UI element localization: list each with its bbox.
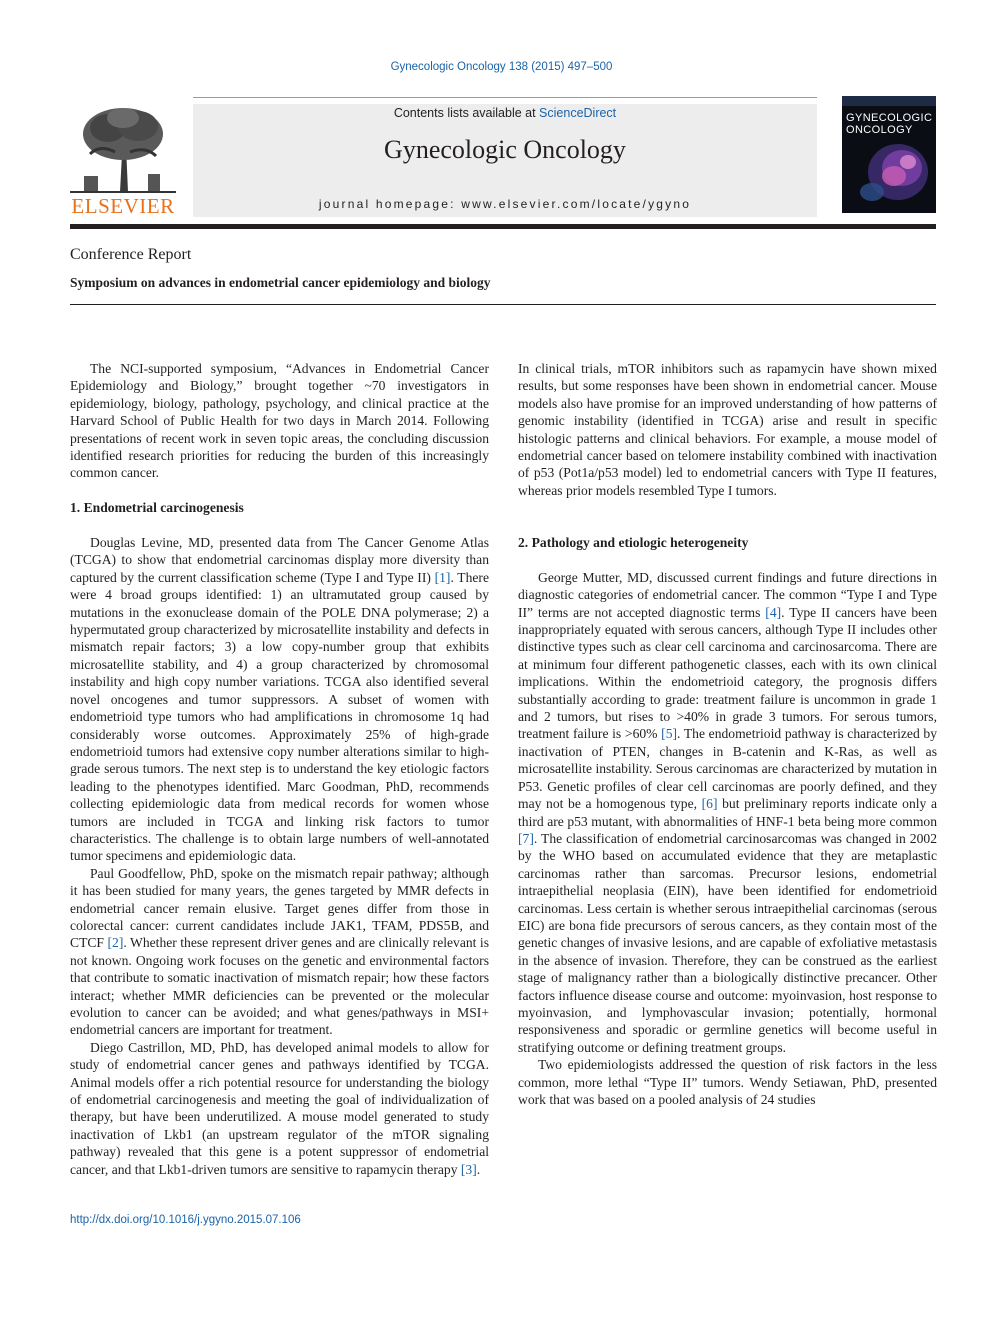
reference-link-2[interactable]: [2] [107,935,124,951]
text-span: an [683,395,700,411]
text-span: . The endometrioid pathway is characterized by inactivation of PTEN, changes in B-catenin and K-Ras, as well as microsatellite instability. Serous carcinomas are characterized by mutation in P53. Genetic profiles of clear cell carcinomas are poorly defined, and they may not be a homogenous type, [518,726,938,812]
text-span: instability [729,448,788,464]
text-span: Mouse [899,378,937,394]
text-span: as [749,361,767,376]
text-span: Type [845,465,877,481]
homepage-prefix: journal homepage: [318,197,462,211]
journal-name: Gynecologic Oncology [384,135,626,164]
text-span: mouse [845,430,887,446]
reference-link-6[interactable]: [6] [701,796,718,812]
text-span: . [476,1161,481,1177]
text-span: with [844,448,873,464]
body-column-left [70,360,489,1178]
section-1-paragraph-2 [70,865,489,1039]
text-span: tumors. [735,482,777,498]
text-span: For [756,430,781,446]
cover-title [846,112,934,136]
text-span: endometrial [702,465,772,481]
text-span: histologic [518,430,577,446]
section-2-heading: 2. Pathology and etiologic heterogeneity [518,535,749,551]
text-span: for [663,395,684,411]
text-span: . Whether these represent driver genes and are clinically relevant is not known. Ongoing work focuses on the genetic and environmental factors that contribute to somatic inactivation of mismatch repair; how these factors interact; whether MMR deficiencies can be prevented or the molecular evolution to cancer can be avoided; and what genes/pathways in MSI+ endometrial cancers are important for treatment. [70,935,489,1038]
text-span: mixed [903,361,937,376]
journal-banner [193,104,817,217]
header-thick-rule [70,224,936,229]
text-span: patterns [878,395,926,411]
text-span: I [727,482,736,498]
text-span: how [851,395,879,411]
text-span: (identified [637,413,703,429]
text-span: shown [733,378,774,394]
text-span: genomic [518,413,574,429]
text-span: such [718,361,750,376]
text-span: model [886,430,926,446]
text-span: of [925,430,938,446]
text-span: led [666,465,688,481]
text-span: but [561,378,584,394]
text-span: TCGA) [722,413,773,429]
text-span: inhibitors [660,361,719,376]
text-span: prior [565,482,596,498]
text-span: in [875,413,895,429]
section-1-paragraph-1 [70,534,489,865]
cover-title-line2: ONCOLOGY [846,124,913,136]
text-span: . The classification of endometrial carcinosarcomas was changed in 2002 by the WHO based on accumulated evidence that they are metaplastic carcinomas rather than sarcomas. Precursor lesions, endometrial intraepithelial neoplasia (EIN), have been identified for endometrioid carcinomas. Less certain is whether serous intraepithelial carcinomas (serous EIC) are bona fide precursors of serous cancers, as they contain most of the genetic changes of invasive lesions, and are capable of exfoliative metastasis in the absence of invasion. Therefore, they can be construed as the earliest stage of malignancy rather than a biologically distinctive precancer. Other factors influence disease course and outcome: myoinvasion, host response to myoinvasion, and lymphovascular invasion; potentially, hormonal responsiveness and sporadic or germline genetics will become useful in stratifying outcome or defining treatment groups. [518,830,937,1055]
text-span: cancer [586,448,626,464]
text-span: Paul Goodfellow, PhD, spoke on the mismatch repair pathway; although it has been studied for many years, the genes targeted by MMR defects in endometrial cancer remain elusive. Target genes differ from those in colorectal cancer: current candidates include JAK1, TFAM, PDS5B, and CTCF [70,865,489,951]
text-span: model) [622,465,667,481]
text-span: inactivation [872,448,937,464]
text-span: Type [697,482,728,498]
text-span: endometrial [518,448,587,464]
text-span: clinical [535,361,582,376]
reference-link-4[interactable]: [4] [765,604,782,620]
text-span: models [595,482,639,498]
section-1-heading: 1. Endometrial carcinogenesis [70,500,244,516]
text-span: some [583,378,617,394]
text-span: of [518,465,534,481]
text-span: telomere [678,448,730,464]
text-span: mTOR [617,361,661,376]
text-span: but preliminary reports indicate only a third are p53 mutant, with abnormalities of HNF-1 beta being more common [518,796,938,829]
text-span: based [625,448,661,464]
text-span: in [702,413,723,429]
text-span: . There were 4 broad groups identified: 1) an ultramutated group caused by mutations in the exonuclease domain of the POLE DNA polymerase; 2) a hypermutated group characterized by microsatellite instability and defects in mismatch repair factors; 3) a low copy-number group that exhibits microsatellite stability, and 4) a group characterized by chromosomal instability and high copy number variations. TCGA also identified several novel oncogenes and tumor suppressors. A subset of women with endometrioid type tumors who had amplifications in chromosome 1q had considerably worse outcomes. Approximately 25% of high-grade endometrioid tumors had extensive copy number alterations similar to high-grade serous tumors. The next step is to understand the key etiologic factors leading to the phenotypes identified. Marc Goodman, PhD, recommends collecting epidemiologic data from medical records for women whose tumors are included in TCGA and linking risk factors to tumor characteristics. The challenge is to obtain large numbers of well-annotated tumor specimens and epidemiologic data. [70,569,489,864]
text-span: result [835,413,876,429]
article-section-type: Conference Report [70,246,192,263]
text-span: combined [787,448,845,464]
section-2-paragraph-2: Two epidemiologists addressed the question of risk factors in the less common, more lethal “Type II” tumors. Wendy Setiawan, PhD, presented work that was based on a pooled analysis of 24 studies [518,1057,937,1108]
text-span: of [925,395,938,411]
text-span: shown [861,361,903,376]
section-1-paragraph-3 [70,1039,489,1178]
text-span: features, [890,465,937,481]
body-column-right [518,360,937,1108]
article-title: Symposium on advances in endometrial cancer epidemiology and biology [70,275,491,290]
reference-link-1[interactable]: [1] [434,569,451,585]
homepage-url[interactable]: www.elsevier.com/locate/ygyno [461,197,692,211]
text-span: have [673,378,704,394]
text-span: resembled [638,482,698,498]
text-span: of [836,395,852,411]
journal-cover-image[interactable] [842,96,936,213]
text-span: p53 [533,465,559,481]
section-1-paragraph-3-continued [518,360,937,499]
journal-homepage [193,197,817,211]
text-span: clinical [649,430,695,446]
text-span: cancers [771,465,817,481]
text-span: results, [518,378,562,394]
header-rule [193,97,817,98]
text-span: improved [699,395,756,411]
contents-line [193,106,817,120]
text-span: endometrial [788,378,858,394]
elsevier-logo[interactable] [70,104,176,216]
journal-citation[interactable]: Gynecologic Oncology 138 (2015) 497–500 [390,61,613,73]
text-span: behaviors. [694,430,757,446]
text-span: have [830,361,862,376]
text-span: been [703,378,734,394]
text-span: with [817,465,846,481]
cover-title-line1: GYNECOLOGIC [846,112,933,124]
text-span: whereas [518,482,566,498]
text-span: to [687,465,703,481]
text-span: and [624,430,650,446]
text-span: Douglas Levine, MD, presented data from The Cancer Genome Atlas (TCGA) to show that endometrial carcinomas display more diversity than captured by the current classification scheme (Type I and Type II) [70,535,489,585]
text-span: also [561,395,587,411]
sciencedirect-link[interactable]: ScienceDirect [539,106,617,120]
text-span: trials, [581,361,618,376]
text-span: specific [894,413,937,429]
text-span: a [834,430,846,446]
reference-link-3[interactable]: [3] [460,1161,477,1177]
text-span: in [773,378,789,394]
elsevier-tree-icon [70,104,176,194]
text-span: models [518,395,562,411]
intro-paragraph: The NCI-supported symposium, “Advances in Endometrial Cancer Epidemiology and Biology,” brought together ~70 investigators in epidemiology, biology, pathology, psychology, and clinical practice at the Harvard School of Public Health for two days in March 2014. Following presentations of recent work in seven topic areas, the concluding discussion identified research priorities for reducing the burden of this increasingly common cancer. [70,361,489,481]
text-span: Diego Castrillon, MD, PhD, has developed animal models to allow for study of endometrial cancer genes and pathways identified by TCGA. Animal models offer a rich potential resource for understanding the biology of endometrial carcinogenesis and meeting the goal of individualization of therapy, but have been underutilized. A mouse model generated to study inactivation of Lkb1 (an upstream regulator of the mTOR signaling pathway) revealed that this gene is a potent suppressor of endometrial cancer, and that Lkb1-driven tumors are sensitive to rapamycin therapy [70,1039,489,1177]
text-span: arise [772,413,808,429]
text-span: example, [780,430,835,446]
text-span: George Mutter, MD, discussed current findings and future directions in diagnostic categories of endometrial cancer. The common “Type I and Type II” terms are not accepted diagnostic terms [518,569,937,620]
title-rule [70,304,936,305]
text-span: on [660,448,679,464]
elsevier-wordmark: ELSEVIER [71,194,175,218]
text-span: . Type II cancers have been inappropriately equated with serous cancers, although Type II includes other distinctive types such as clear cell carcinoma and carcinosarcoma. There are at minimum four different pathogenetic classes, each with its own clinical implications. Within the endometrioid category, the prognosis differs substantially according to grade: treatment failure is uncommon in grade 1 and 2 tumors, but rises to >40% in grade 3 tumors. For serous tumors, treatment failure is >60% [518,604,938,742]
text-span: In [518,361,536,376]
reference-link-5[interactable]: [5] [661,726,678,742]
text-span: and [807,413,836,429]
text-span: patterns [576,430,625,446]
doi-link[interactable]: http://dx.doi.org/10.1016/j.ygyno.2015.07.106 [70,1214,301,1226]
contents-prefix: Contents lists available at [393,106,540,120]
text-span: (Pot1a/p53 [558,465,623,481]
text-span: instability [573,413,638,429]
section-2-paragraph-1 [518,569,937,1056]
text-span: responses [616,378,674,394]
text-span: rapamycin [766,361,831,376]
text-span: II [876,465,891,481]
text-span: have [586,395,617,411]
text-span: promise [616,395,664,411]
text-span: cancer. [857,378,900,394]
reference-link-7[interactable]: [7] [518,830,534,846]
text-span: understanding [755,395,837,411]
